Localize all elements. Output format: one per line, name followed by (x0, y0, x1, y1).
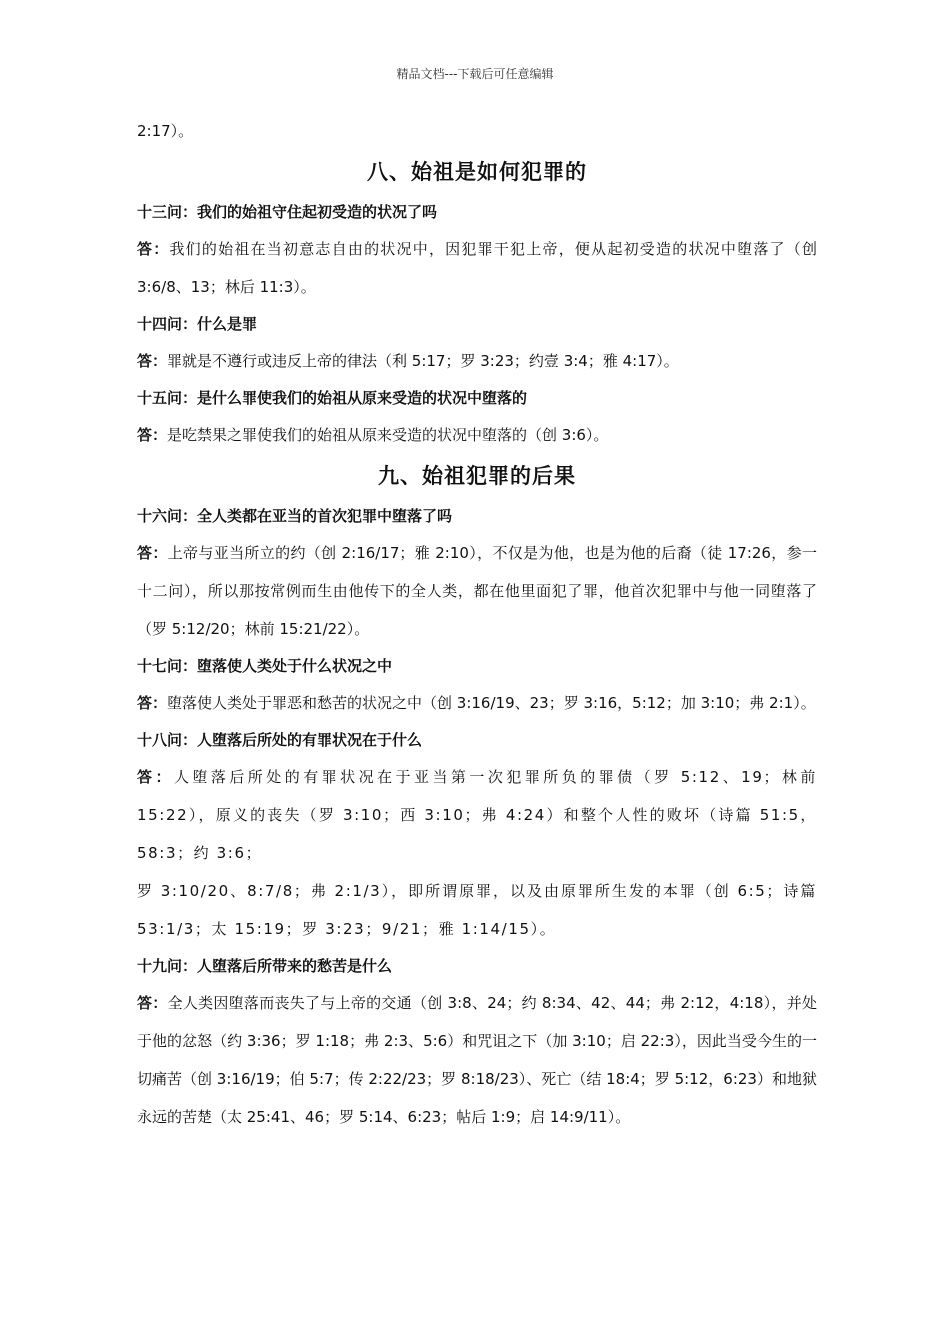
answer-text: 我们的始祖在当初意志自由的状况中，因犯罪干犯上帝，便从起初受造的状况中堕落了（创 3:6/8、13；林后 11:3）。 (137, 240, 817, 296)
question-14: 十四问：什么是罪 (137, 315, 258, 333)
answer-18-continued: 罗 3:10/20、8:7/8；弗 2:1/3），即所谓原罪，以及由原罪所生发的本罪（创 6:5；诗篇 53:1/3；太 15:19；罗 3:23；9/21；雅 1:14/15）。 (137, 882, 817, 938)
page-header: 精品文档---下载后可任意编辑 (396, 67, 554, 81)
answer-18 (137, 758, 817, 872)
question-13: 十三问：我们的始祖守住起初受造的状况了吗 (137, 203, 438, 221)
answer-text: 上帝与亚当所立的约（创 2:16/17；雅 2:10），不仅是为他，也是为他的后裔（徒 17:26，参一十二问），所以那按常例而生由他传下的全人类，都在他里面犯了罪，他首次犯罪中与他一同堕落了（罗 5:12/20；林前 15:21/22）。 (137, 544, 817, 638)
question-16: 十六问：全人类都在亚当的首次犯罪中堕落了吗 (137, 507, 453, 525)
answer-label: 答： (137, 352, 168, 370)
answer-14 (137, 342, 817, 380)
answer-text: 人堕落后所处的有罪状况在于亚当第一次犯罪所负的罪债（罗 5:12、19；林前 15:22），原义的丧失（罗 3:10；西 3:10；弗 4:24）和整个人性的败坏（诗篇 51:5，58:3；约 3:6； (137, 768, 818, 862)
answer-label: 答： (137, 768, 174, 786)
answer-text: 全人类因堕落而丧失了与上帝的交通（创 3:8、24；约 8:34、42、44；弗 2:12，4:18），并处于他的忿怒（约 3:36；罗 1:18；弗 2:3、5:6）和咒诅之下（加 3:10；启 22:3），因此当受今生的一切痛苦（创 3:16/19；伯 5:7；传 2:22/23；罗 8:18/23）、死亡（结 18:4；罗 5:12，6:23）和地狱永远的苦楚（太 25:41、46；罗 5:14、6:23；帖后 1:9；启 14:9/11）。 (137, 994, 817, 1126)
answer-label: 答： (137, 994, 168, 1012)
answer-text: 罪就是不遵行或违反上帝的律法（利 5:17；罗 3:23；约壹 3:4；雅 4:17）。 (167, 352, 679, 370)
answer-label: 答： (137, 426, 168, 444)
section-title-8: 八、始祖是如何犯罪的 (367, 160, 587, 184)
section-title-9: 九、始祖犯罪的后果 (378, 464, 576, 488)
question-17: 十七问：堕落使人类处于什么状况之中 (137, 657, 393, 675)
question-19: 十九问：人堕落后所带来的愁苦是什么 (137, 957, 393, 975)
answer-text: 是吃禁果之罪使我们的始祖从原来受造的状况中堕落的（创 3:6）。 (167, 426, 609, 444)
question-15: 十五问：是什么罪使我们的始祖从原来受造的状况中堕落的 (137, 389, 528, 407)
answer-15 (137, 416, 817, 454)
answer-13 (137, 230, 817, 306)
answer-text: 堕落使人类处于罪恶和愁苦的状况之中（创 3:16/19、23；罗 3:16，5:12；加 3:10；弗 2:1）。 (167, 694, 816, 712)
answer-17 (137, 684, 817, 722)
answer-19 (137, 984, 817, 1136)
leading-fragment: 2:17）。 (137, 122, 194, 140)
answer-label: 答： (137, 544, 168, 562)
question-18: 十八问：人堕落后所处的有罪状况在于什么 (137, 731, 423, 749)
document-body (137, 112, 817, 1136)
answer-16 (137, 534, 817, 648)
answer-label: 答： (137, 240, 170, 258)
answer-label: 答： (137, 694, 168, 712)
